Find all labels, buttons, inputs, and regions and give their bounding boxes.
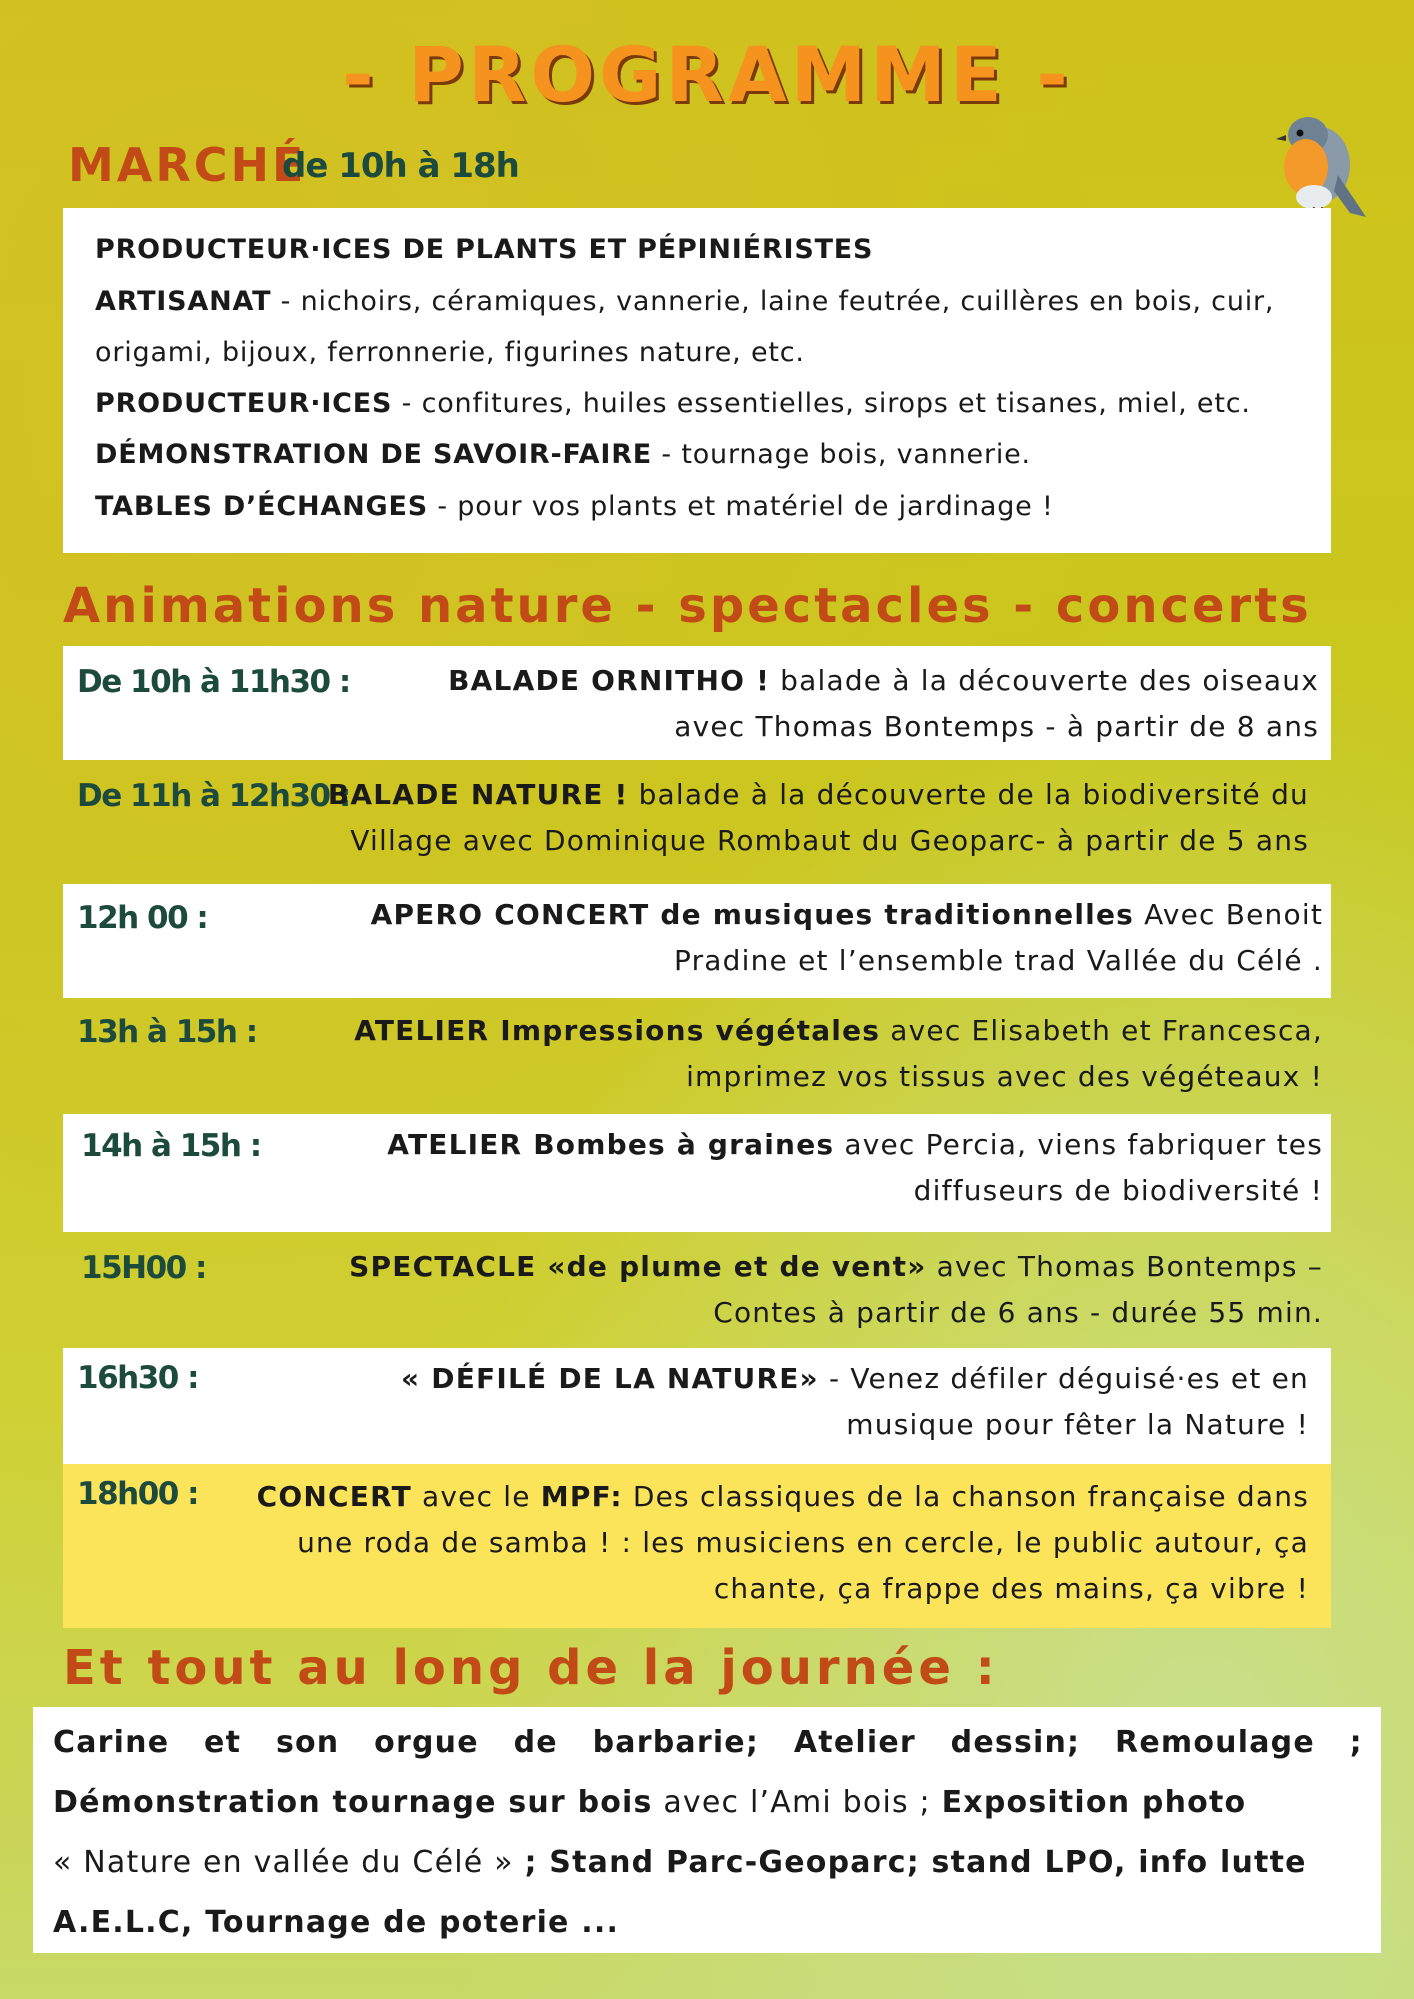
row-description: BALADE ORNITHO ! balade à la découverte des oiseaux avec Thomas Bontemps - à partir de 8 ans: [448, 664, 1319, 743]
journee-line: Démonstration tournage sur bois avec l’Ami bois ; Exposition photo: [53, 1785, 1247, 1820]
row-description: CONCERT avec le MPF: Des classiques de la chanson française dans une roda de samba ! : les musiciens en cercle, le public autour, ça chante, ça frappe des mains, ça vibre !: [256, 1480, 1309, 1605]
schedule-row: [63, 884, 1331, 998]
page-title: - PROGRAMME -: [342, 30, 1072, 119]
journee-line: « Nature en vallée du Célé » ; Stand Parc-Geoparc; stand LPO, info lutte: [53, 1845, 1307, 1880]
row-description: APERO CONCERT de musiques traditionnelles Avec Benoit Pradine et l’ensemble trad Vallée du Célé .: [370, 898, 1323, 977]
market-line: PRODUCTEUR·ICES DE PLANTS ET PÉPINIÉRISTES: [95, 234, 874, 265]
journee-line: A.E.L.C, Tournage de poterie ...: [53, 1905, 620, 1940]
schedule-row: [63, 646, 1331, 760]
marche-heading: MARCHÉ: [68, 138, 307, 192]
journee-line: Carine et son orgue de barbarie; Atelier dessin; Remoulage ;: [53, 1725, 1363, 1760]
row-description: SPECTACLE «de plume et de vent» avec Thomas Bontemps – Contes à partir de 6 ans - durée 55 min.: [349, 1250, 1323, 1329]
market-line: TABLES D’ÉCHANGES - pour vos plants et matériel de jardinage !: [95, 491, 1054, 522]
market-line: PRODUCTEUR·ICES - confitures, huiles essentielles, sirops et tisanes, miel, etc.: [95, 388, 1251, 419]
schedule-row: [63, 1348, 1331, 1464]
row-time: 13h à 15h :: [77, 1014, 257, 1050]
row-description: ATELIER Bombes à graines avec Percia, viens fabriquer tes diffuseurs de biodiversité !: [387, 1128, 1323, 1207]
market-line: ARTISANAT - nichoirs, céramiques, vannerie, laine feutrée, cuillères en bois, cuir,: [95, 286, 1275, 317]
schedule-row: [63, 1000, 1331, 1110]
row-description: « DÉFILÉ DE LA NATURE» - Venez défiler déguisé·es et en musique pour fêter la Nature !: [401, 1362, 1309, 1441]
schedule-row: [63, 1114, 1331, 1232]
market-line: DÉMONSTRATION DE SAVOIR-FAIRE - tournage bois, vannerie.: [95, 439, 1031, 470]
row-description: BALADE NATURE ! balade à la découverte de la biodiversité du Village avec Dominique Rombaut du Geoparc- à partir de 5 ans: [327, 778, 1309, 857]
row-time: De 11h à 12h30 :: [77, 778, 350, 814]
journee-heading: Et tout au long de la journée :: [63, 1640, 999, 1696]
row-time: 18h00 :: [77, 1476, 199, 1512]
row-time: De 10h à 11h30 :: [77, 664, 350, 700]
journee-box: [33, 1707, 1381, 1953]
market-box: [63, 208, 1331, 553]
schedule-row-highlight: [63, 1464, 1331, 1628]
schedule-row: [63, 764, 1331, 878]
robin-bird-icon: [1268, 105, 1368, 225]
row-time: 14h à 15h :: [81, 1128, 261, 1164]
row-time: 16h30 :: [77, 1360, 199, 1396]
row-time: 12h 00 :: [77, 900, 208, 936]
schedule-row: [63, 1238, 1331, 1344]
row-description: ATELIER Impressions végétales avec Elisabeth et Francesca, imprimez vos tissus avec des végéteaux !: [354, 1014, 1323, 1093]
market-line: origami, bijoux, ferronnerie, figurines nature, etc.: [95, 337, 805, 368]
animations-heading: Animations nature - spectacles - concerts: [63, 578, 1312, 634]
marche-hours: de 10h à 18h: [282, 146, 519, 186]
row-time: 15H00 :: [81, 1250, 206, 1286]
